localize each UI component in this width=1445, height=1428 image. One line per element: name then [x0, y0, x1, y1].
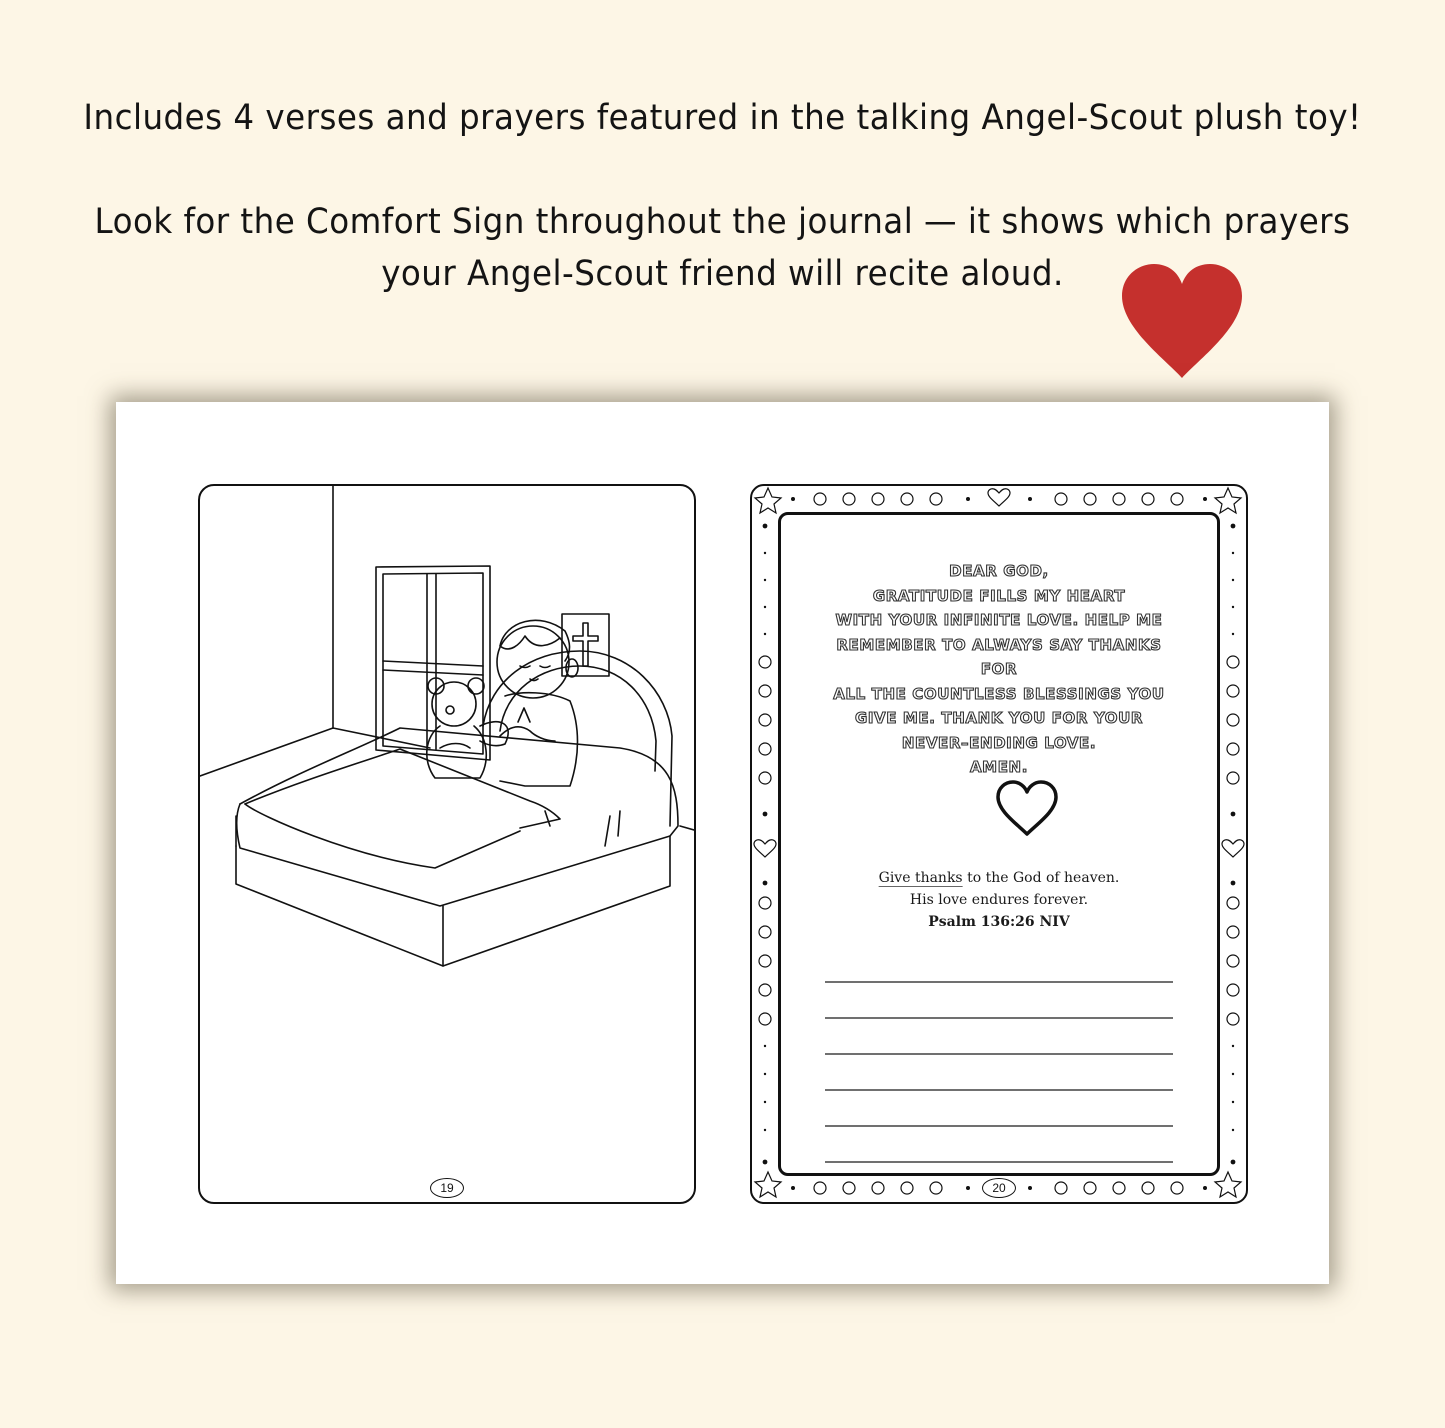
verse-line-2: His love endures forever. — [909, 892, 1089, 908]
verse-line-1: to the God of heaven. — [962, 870, 1120, 886]
red-heart-icon — [1118, 262, 1246, 380]
prayer-text — [821, 559, 1177, 780]
writing-line — [825, 1017, 1173, 1019]
writing-line — [825, 1053, 1173, 1055]
small-heart-icon — [1222, 840, 1244, 857]
writing-line — [825, 1161, 1173, 1163]
star-icon — [1215, 488, 1241, 513]
writing-line — [825, 1089, 1173, 1091]
prayer-line: WITH YOUR INFINITE LOVE. HELP ME — [835, 611, 1163, 629]
prayer-line: ALL THE COUNTLESS BLESSINGS YOU — [833, 684, 1165, 703]
comfort-heart-icon — [995, 779, 1059, 837]
boy-praying-illustration — [200, 486, 694, 1202]
writing-lines — [825, 981, 1173, 1197]
prayer-page — [750, 484, 1248, 1204]
writing-line — [825, 981, 1173, 983]
prayer-line: GIVE ME. THANK YOU FOR YOUR — [854, 709, 1144, 727]
star-icon — [755, 488, 781, 513]
prayer-line: AMEN. — [969, 758, 1029, 776]
prayer-line: NEVER–ENDING LOVE. — [901, 733, 1097, 752]
inner-frame — [778, 512, 1220, 1176]
small-heart-icon — [754, 840, 776, 857]
writing-line — [825, 1125, 1173, 1127]
small-heart-icon — [988, 489, 1010, 506]
verse-reference: Psalm 136:26 NIV — [928, 914, 1070, 930]
prayer-line: GRATITUDE FILLS MY HEART — [872, 586, 1126, 605]
headline-line-3: your Angel-Scout friend will recite aloud. — [381, 254, 1064, 294]
prayer-line: REMEMBER TO ALWAYS SAY THANKS FOR — [836, 635, 1162, 678]
bible-verse — [781, 867, 1217, 933]
page-number-20: 20 — [982, 1178, 1016, 1198]
prayer-line: DEAR GOD, — [949, 562, 1049, 580]
star-icon — [755, 1172, 781, 1197]
journal-spread — [116, 402, 1329, 1284]
page-number-19: 19 — [430, 1178, 464, 1198]
verse-underlined: Give thanks — [878, 870, 963, 886]
headline-line-1: Includes 4 verses and prayers featured in the talking Angel-Scout plush toy! — [83, 98, 1362, 138]
coloring-page — [198, 484, 696, 1204]
star-icon — [1215, 1172, 1241, 1197]
headline-line-2: Look for the Comfort Sign throughout the journal — it shows which prayers — [94, 202, 1351, 242]
